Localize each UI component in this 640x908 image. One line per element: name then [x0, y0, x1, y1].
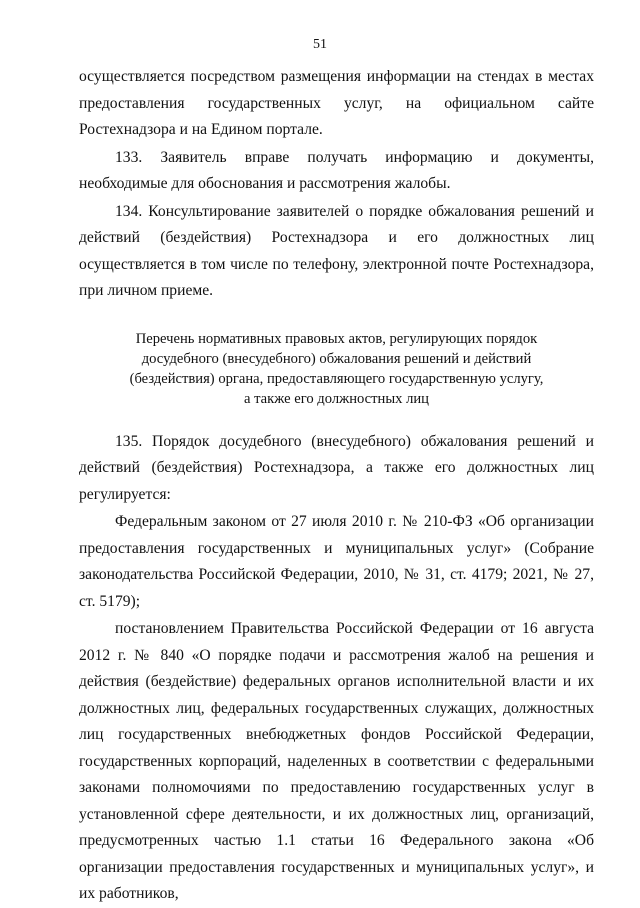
section-heading [79, 329, 594, 409]
paragraph-133: 133. Заявитель вправе получать информацию и документы, необходимые для обоснования и рассмотрения жалобы. [79, 148, 594, 192]
paragraph-135: 135. Порядок досудебного (внесудебного) обжалования решений и действий (бездействия) Ростехнадзора, а также его должностных лиц регулируется: [79, 432, 594, 503]
section-heading-line: Перечень нормативных правовых актов, регулирующих порядок [135, 330, 538, 347]
paragraph-134: 134. Консультирование заявителей о порядке обжалования решений и действий (бездействия) Ростехнадзора и его должностных лиц осуществляется в том числе по телефону, электронной почте Ростехнадзора, при личном приеме. [79, 202, 594, 299]
section-heading-line: досудебного (внесудебного) обжалования решений и действий [141, 350, 532, 367]
section-heading-line: (бездействия) органа, предоставляющего государственную услугу, [129, 370, 544, 387]
document-body [79, 64, 594, 908]
section-heading-line: а также его должностных лиц [244, 390, 429, 407]
paragraph-continued: осуществляется посредством размещения информации на стендах в местах предоставления государственных услуг, на официальном сайте Ростехнадзора и на Едином портале. [79, 68, 594, 138]
paragraph-government-resolution: постановлением Правительства Российской Федерации от 16 августа 2012 г. № 840 «О порядке подачи и рассмотрения жалоб на решения и действия (бездействие) федеральных органов исполнительной власти и их должностных лиц, федеральных государственных служащих, должностных лиц государственных внебюджетных фондов Российской Федерации, государственных корпораций, наделенных в соответствии с федеральными законами полномочиями по предоставлению государственных услуг в установленной сфере деятельности, и их должностных лиц, организаций, предусмотренных частью 1.1 статьи 16 Федерального закона «Об организации предоставления государственных и муниципальных услуг», и их работников, [79, 620, 594, 902]
page-number: 51 [313, 37, 327, 52]
paragraph-federal-law: Федеральным законом от 27 июля 2010 г. № 210-ФЗ «Об организации предоставления государственных и муниципальных услуг» (Собрание законодательства Российской Федерации, 2010, № 31, ст. 4179; 2021, № 27, ст. 5179); [79, 513, 594, 610]
